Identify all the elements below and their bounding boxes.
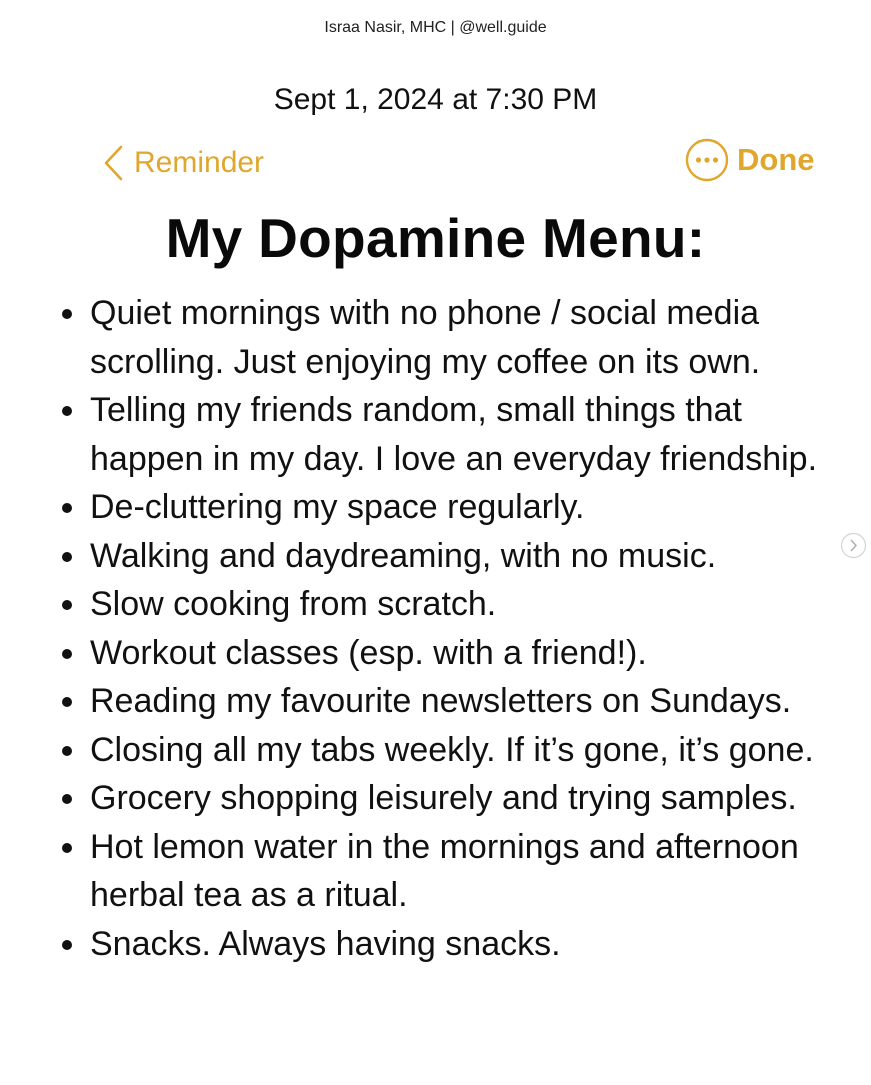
author-credit: Israa Nasir, MHC | @well.guide: [324, 19, 547, 36]
list-item: Quiet mornings with no phone / social media scrolling. Just enjoying my coffee on its own.: [62, 289, 852, 386]
list-item: Closing all my tabs weekly. If it’s gone, it’s gone.: [62, 726, 852, 775]
carousel-next-button[interactable]: [840, 532, 867, 559]
chevron-right-icon: [840, 546, 867, 563]
list-item: Hot lemon water in the mornings and afternoon herbal tea as a ritual.: [62, 823, 852, 920]
more-circle-icon: [685, 169, 729, 186]
list-item: Reading my favourite newsletters on Sundays.: [62, 677, 852, 726]
list-item: Walking and daydreaming, with no music.: [62, 532, 852, 581]
chevron-left-icon: [102, 145, 124, 181]
dopamine-menu-list: [62, 289, 852, 968]
list-item: Snacks. Always having snacks.: [62, 920, 852, 969]
list-item: Telling my friends random, small things that happen in my day. I love an everyday friendship.: [62, 386, 852, 483]
back-button[interactable]: [102, 143, 264, 183]
list-item: Grocery shopping leisurely and trying samples.: [62, 774, 852, 823]
note-date: Sept 1, 2024 at 7:30 PM: [273, 83, 598, 116]
list-item: Workout classes (esp. with a friend!).: [62, 629, 852, 678]
back-button-label: Reminder: [134, 146, 265, 179]
list-item: De-cluttering my space regularly.: [62, 483, 852, 532]
more-options-button[interactable]: [685, 138, 729, 182]
done-button[interactable]: Done: [737, 142, 815, 177]
note-title: My Dopamine Menu:: [165, 207, 706, 269]
list-item: Slow cooking from scratch.: [62, 580, 852, 629]
